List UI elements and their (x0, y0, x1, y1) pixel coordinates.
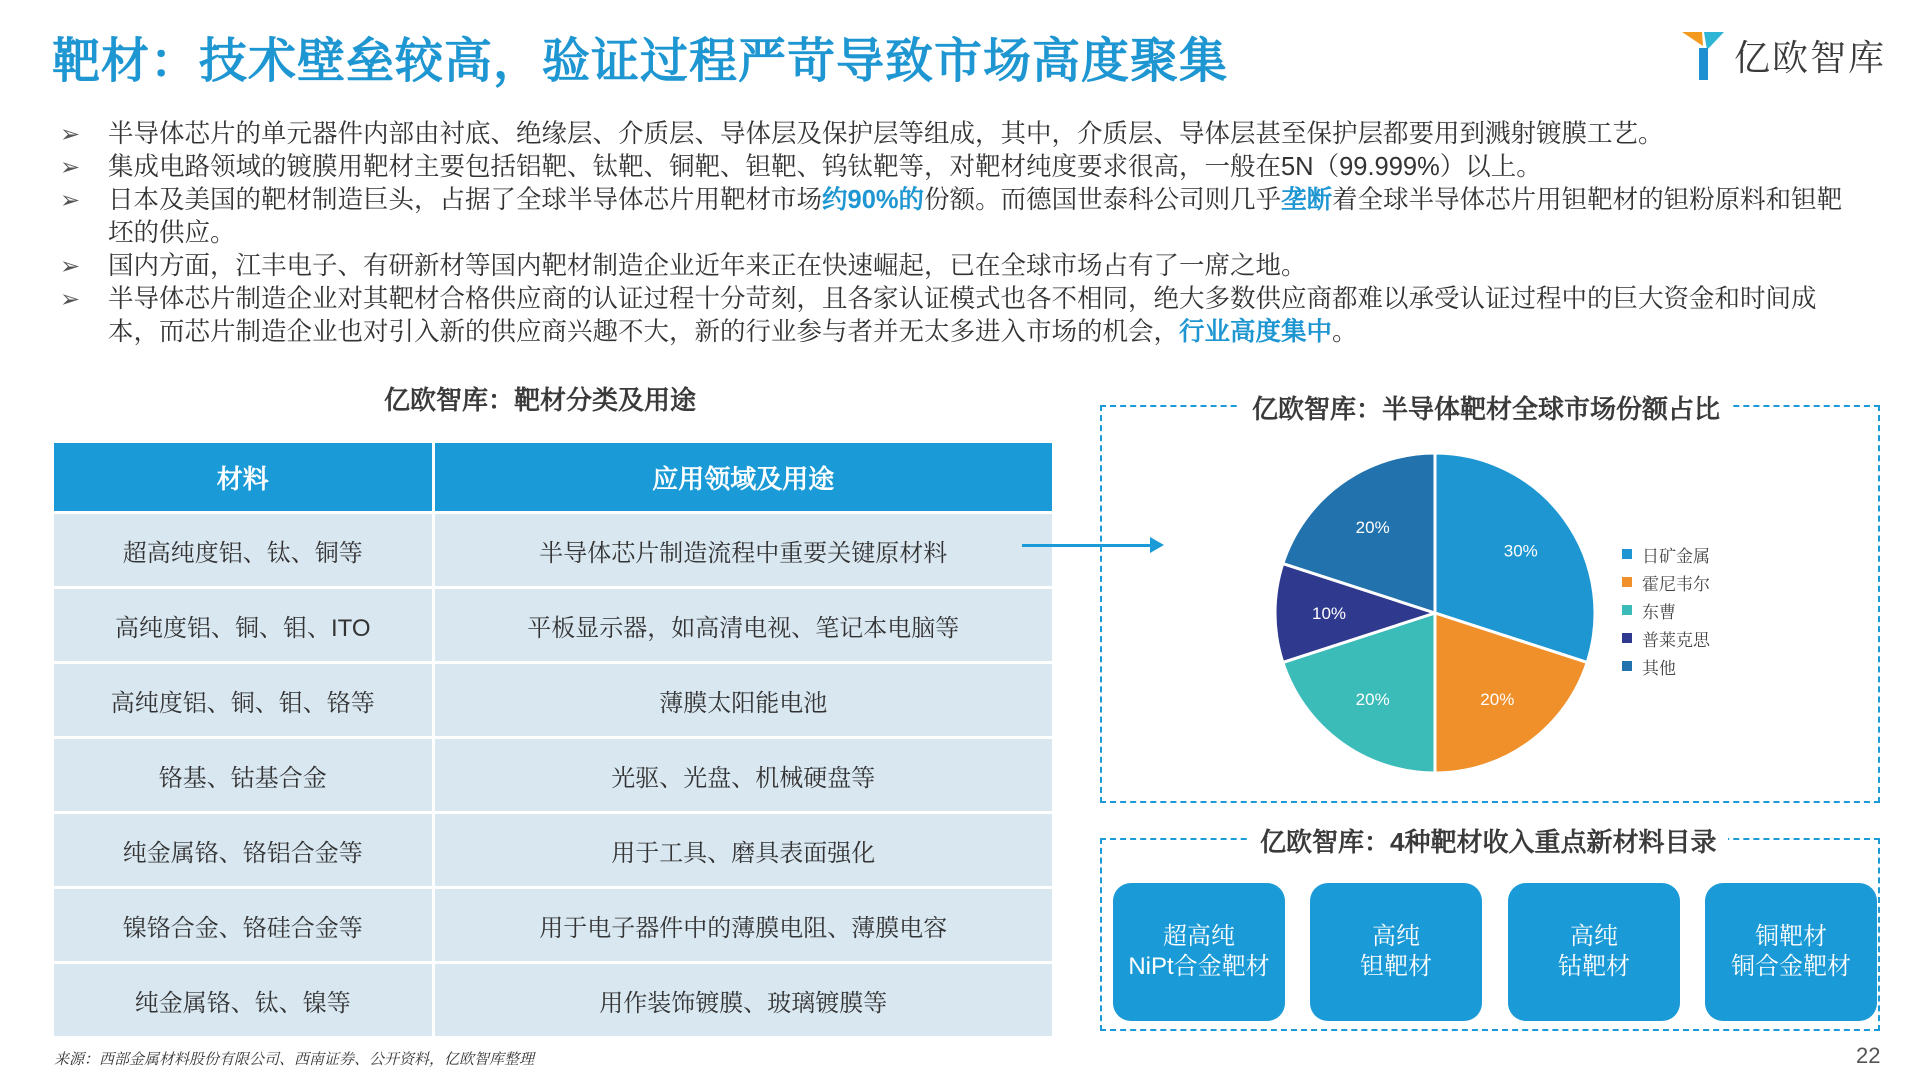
legend-swatch (1622, 605, 1632, 615)
legend-label: 普莱克思 (1642, 630, 1710, 651)
table-row (54, 739, 1052, 811)
table-row (54, 664, 1052, 736)
table-cell: 薄膜太阳能电池 (432, 664, 1052, 736)
pie-chart (1270, 448, 1600, 778)
legend-item (1622, 624, 1710, 652)
bullet-item: ➢ 半导体芯片的单元器件内部由衬底、绝缘层、介质层、导体层及保护层等组成，其中，介质层、导体层甚至保护层都要用到溅射镀膜工艺。 (60, 118, 1860, 151)
pie-data-label: 20% (1355, 518, 1390, 538)
material-card: 高纯 钽靶材 (1310, 883, 1482, 1021)
table-row (54, 964, 1052, 1036)
table-cell: 高纯度铝、铜、钼、铬等 (54, 664, 432, 736)
legend-item (1622, 652, 1710, 680)
table-cell: 镍铬合金、铬硅合金等 (54, 889, 432, 961)
legend-item (1622, 568, 1710, 596)
legend-item (1622, 596, 1710, 624)
arrow-bullet-icon: ➢ (60, 121, 81, 148)
arrow-bullet-icon: ➢ (60, 286, 81, 313)
table-header-cell: 材料 (54, 443, 432, 511)
pie-legend (1622, 540, 1710, 680)
arrow-bullet-icon: ➢ (60, 187, 81, 214)
table-header-row (54, 443, 1052, 511)
table-cell: 高纯度铝、铜、钼、ITO (54, 589, 432, 661)
highlight-text: 约90%的 (822, 186, 925, 214)
logo-text: 亿欧智库 (1734, 36, 1887, 78)
page-title: 靶材：技术壁垒较高，验证过程严苛导致市场高度聚集 (52, 35, 1229, 88)
legend-swatch (1622, 661, 1632, 671)
table-cell: 纯金属铬、钛、镍等 (54, 964, 432, 1036)
table-row (54, 814, 1052, 886)
table-row (54, 514, 1052, 586)
table-cell: 用于工具、磨具表面强化 (432, 814, 1052, 886)
pie-data-label: 30% (1503, 541, 1538, 561)
table-cell: 用作装饰镀膜、玻璃镀膜等 (432, 964, 1052, 1036)
pie-section-title: 亿欧智库：半导体靶材全球市场份额占比 (1240, 389, 1732, 426)
bullet-item: ➢ 国内方面，江丰电子、有研新材等国内靶材制造企业近年来正在快速崛起，已在全球市场占有了一席之地。 (60, 250, 1860, 283)
arrow-bullet-icon: ➢ (60, 154, 81, 181)
material-card: 高纯 钴靶材 (1508, 883, 1680, 1021)
legend-swatch (1622, 577, 1632, 587)
table-cell: 光驱、光盘、机械硬盘等 (432, 739, 1052, 811)
table-cell: 平板显示器，如高清电视、笔记本电脑等 (432, 589, 1052, 661)
legend-label: 日矿金属 (1642, 546, 1710, 567)
yiou-logo-icon (1680, 28, 1726, 82)
materials-table (54, 440, 1052, 1039)
table-cell: 纯金属铬、铬铝合金等 (54, 814, 432, 886)
table-header-cell: 应用领域及用途 (432, 443, 1052, 511)
material-card: 超高纯 NiPt合金靶材 (1113, 883, 1285, 1021)
pie-data-label: 20% (1355, 689, 1390, 709)
table-cell: 用于电子器件中的薄膜电阻、薄膜电容 (432, 889, 1052, 961)
bullet-item: ➢ 集成电路领域的镀膜用靶材主要包括铝靶、钛靶、铜靶、钽靶、钨钛靶等，对靶材纯度要求很高，一般在5N（99.999%）以上。 (60, 151, 1860, 184)
bullet-item: ➢ 半导体芯片制造企业对其靶材合格供应商的认证过程十分苛刻，且各家认证模式也各不相同，绝大多数供应商都难以承受认证过程中的巨大资金和时间成本，而芯片制造企业也对引入新的供应商兴趣不大，新的行业参与者并无太多进入市场的机会，行业高度集中。 (60, 285, 1817, 346)
legend-label: 其他 (1642, 658, 1676, 679)
pie-data-label: 20% (1480, 689, 1515, 709)
bullet-item: ➢ 日本及美国的靶材制造巨头，占据了全球半导体芯片用靶材市场约90%的份额。而德国世泰科公司则几乎垄断着全球半导体芯片用钽靶材的钽粉原料和钽靶坯的供应。 (60, 186, 1843, 247)
table-cell: 超高纯度铝、钛、铜等 (54, 514, 432, 586)
highlight-text: 行业高度集中 (1179, 318, 1333, 346)
material-cards (1113, 883, 1877, 1023)
table-row (54, 889, 1052, 961)
arrow-bullet-icon: ➢ (60, 253, 81, 280)
legend-item (1622, 540, 1710, 568)
table-row (54, 589, 1052, 661)
legend-swatch (1622, 549, 1632, 559)
legend-label: 东曹 (1642, 602, 1676, 623)
table-section-title: 亿欧智库：靶材分类及用途 (372, 380, 708, 417)
legend-label: 霍尼韦尔 (1642, 574, 1710, 595)
cards-section-title: 亿欧智库：4种靶材收入重点新材料目录 (1248, 822, 1728, 859)
table-cell: 铬基、钴基合金 (54, 739, 432, 811)
table-cell: 半导体芯片制造流程中重要关键原材料 (432, 514, 1052, 586)
source-note: 来源：西部金属材料股份有限公司、西南证券、公开资料，亿欧智库整理 (54, 1051, 535, 1068)
page-number: 22 (1856, 1043, 1881, 1068)
material-card: 铜靶材 铜合金靶材 (1705, 883, 1877, 1021)
legend-swatch (1622, 633, 1632, 643)
bullet-list (60, 118, 1860, 349)
highlight-text: 垄断 (1281, 186, 1333, 214)
logo (1680, 28, 1886, 82)
pie-data-label: 10% (1311, 604, 1347, 623)
